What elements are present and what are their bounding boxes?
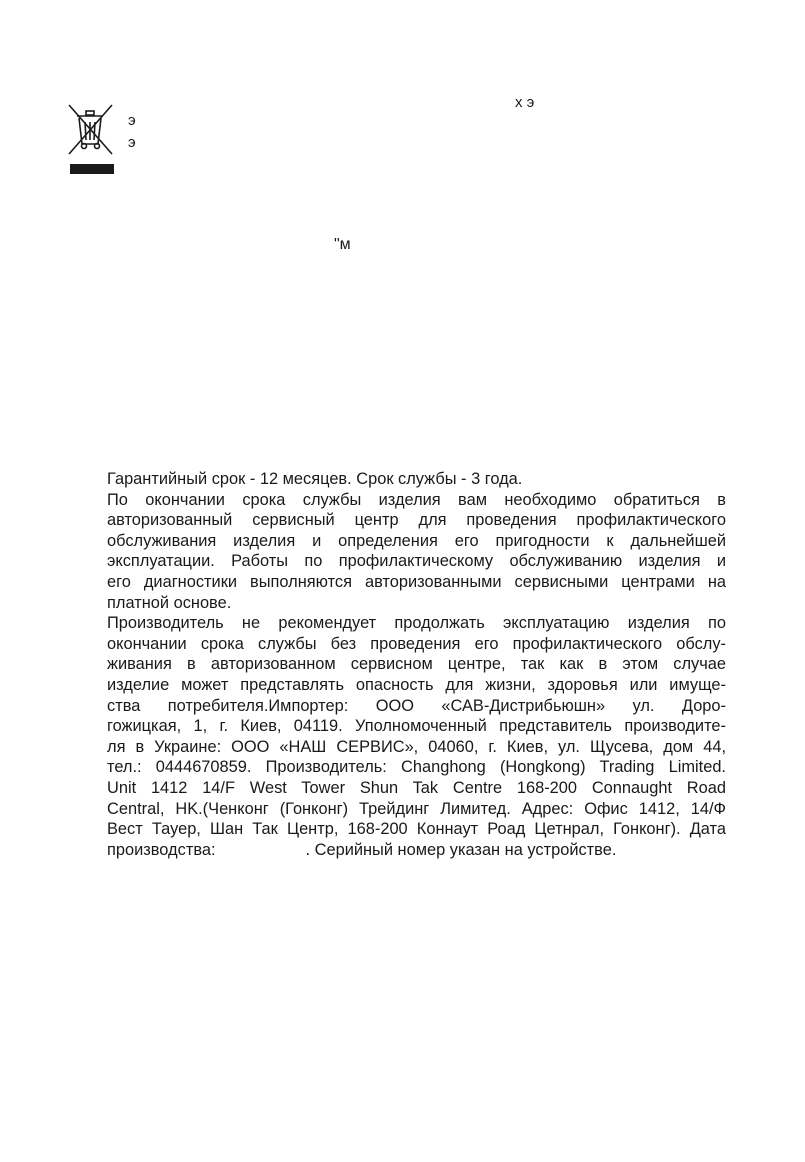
warranty-line: живания в авторизованном сервисном центре, так как в этом случае bbox=[107, 655, 726, 674]
warranty-line: тел.: 0444670859. Производитель: Changhong (Hongkong) Trading Limited. bbox=[107, 758, 726, 777]
warranty-line: Central, HK.(Ченконг (Гонконг) Трейдинг Лимитед. Адрес: Офис 1412, 14/Ф bbox=[107, 799, 726, 818]
crossed-out-bin-icon bbox=[66, 102, 116, 176]
warranty-line: авторизованный сервисный центр для проведения профилактического bbox=[107, 511, 726, 530]
warranty-line: Гарантийный срок - 12 месяцев. Срок службы - 3 года. bbox=[107, 470, 523, 488]
warranty-line: платной основе. bbox=[107, 593, 232, 612]
fragment-top-right: х э bbox=[515, 94, 535, 111]
warranty-line: ля в Украине: ООО «НАШ СЕРВИС», 04060, г. Киев, ул. Щусева, дом 44, bbox=[107, 737, 726, 756]
warranty-last-line bbox=[107, 840, 726, 861]
warranty-line: гожицкая, 1, г. Киев, 04119. Уполномоченный представитель производите- bbox=[107, 717, 726, 736]
warranty-line: окончании срока службы без проведения его профилактического обслу- bbox=[107, 634, 726, 653]
serial-number-note: . Серийный номер указан на устройстве. bbox=[305, 840, 617, 859]
fragment-middle: "м bbox=[334, 236, 351, 253]
production-date-label: производства: bbox=[107, 840, 216, 859]
fragment-left-1: э bbox=[128, 112, 136, 129]
warranty-line: эксплуатации. Работы по профилактическому обслуживанию изделия и bbox=[107, 552, 726, 571]
warranty-line: изделие может представлять опасность для жизни, здоровья или имуще- bbox=[107, 675, 726, 694]
warranty-line: обслуживания изделия и определения его пригодности к дальнейшей bbox=[107, 531, 726, 550]
warranty-line: его диагностики выполняются авторизованными сервисными центрами на bbox=[107, 572, 726, 591]
fragment-left-2: э bbox=[128, 134, 136, 151]
warranty-line: Вест Тауер, Шан Так Центр, 168-200 Коннаут Роад Цетнрал, Гонконг). Дата bbox=[107, 820, 726, 839]
warranty-line: Производитель не рекомендует продолжать эксплуатацию изделия по bbox=[107, 614, 726, 633]
warranty-line: ства потребителя.Импортер: ООО «САВ-Дистрибьюшн» ул. Доро- bbox=[107, 696, 726, 715]
warranty-line: По окончании срока службы изделия вам необходимо обратиться в bbox=[107, 490, 726, 509]
warranty-text bbox=[107, 469, 726, 860]
warranty-line: Unit 1412 14/F West Tower Shun Tak Centre 168-200 Connaught Road bbox=[107, 778, 726, 797]
